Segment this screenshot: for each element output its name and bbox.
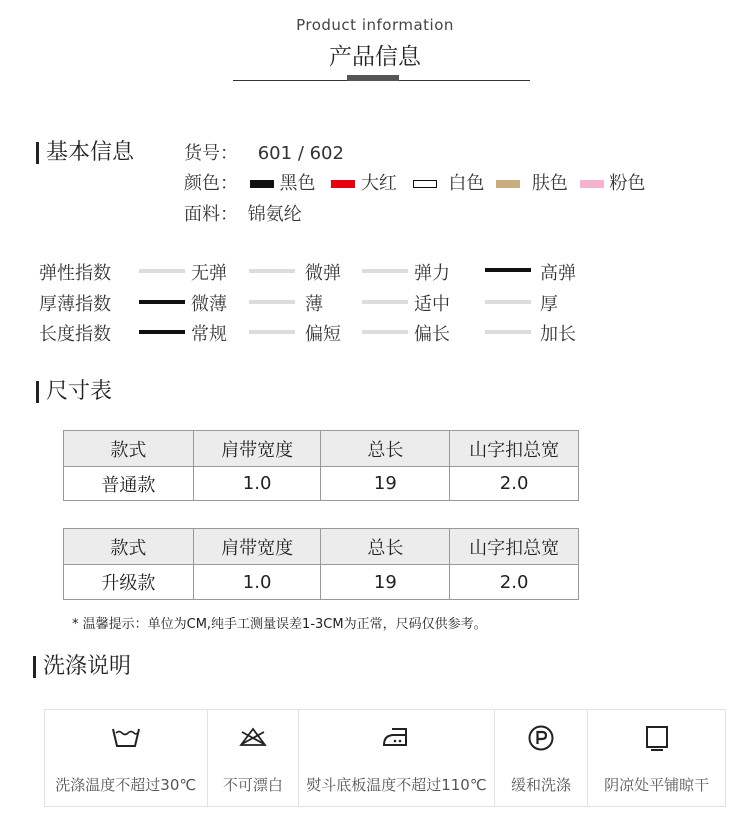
size-cell: 19 — [321, 467, 450, 501]
index-line — [362, 300, 408, 304]
index-line — [362, 269, 408, 273]
index-line-selected — [139, 330, 185, 334]
index-label: 厚薄指数 — [39, 294, 111, 315]
index-option: 常规 — [191, 324, 227, 345]
size-header-cell: 山字扣总宽 — [450, 431, 579, 467]
wash-label: 不可漂白 — [222, 776, 283, 794]
wash-tub-icon — [110, 724, 142, 750]
index-line — [362, 330, 408, 334]
size-header-cell: 款式 — [64, 529, 194, 565]
size-header-cell: 总长 — [321, 431, 450, 467]
fabric-value: 锦氨纶 — [247, 204, 302, 225]
fabric-row — [184, 203, 302, 227]
section-marker — [33, 656, 36, 678]
index-line-selected — [485, 268, 531, 272]
basic-section-title: 基本信息 — [46, 140, 135, 165]
size-cell: 2.0 — [450, 565, 579, 600]
index-option: 加长 — [540, 324, 576, 345]
index-line — [249, 330, 295, 334]
size-section-title: 尺寸表 — [46, 379, 113, 404]
size-header-cell: 肩带宽度 — [193, 431, 321, 467]
wash-label: 熨斗底板温度不超过110℃ — [306, 776, 487, 794]
color-swatch-pink — [580, 180, 604, 188]
table-row — [64, 565, 579, 600]
color-name: 粉色 — [609, 173, 646, 194]
section-marker — [36, 381, 39, 403]
index-line — [485, 330, 531, 334]
header-accent-bar — [347, 75, 399, 81]
wash-item — [588, 710, 725, 806]
size-cell: 1.0 — [193, 467, 321, 501]
size-header-cell: 总长 — [321, 529, 450, 565]
size-header-cell: 肩带宽度 — [193, 529, 321, 565]
sku-value: 601 / 602 — [257, 143, 344, 164]
index-label: 长度指数 — [39, 324, 111, 345]
table-row — [64, 467, 579, 501]
wash-instructions — [44, 709, 726, 807]
no-bleach-icon — [237, 724, 269, 750]
wash-item — [45, 710, 208, 806]
wash-label: 阴凉处平铺晾干 — [604, 776, 710, 794]
wash-item — [495, 710, 589, 806]
size-tip: * 温馨提示：单位为CM,纯手工测量误差1-3CM为正常，尺码仅供参考。 — [72, 617, 487, 632]
wash-item — [299, 710, 494, 806]
wash-item — [208, 710, 300, 806]
index-option: 微弹 — [305, 263, 341, 284]
index-line-selected — [139, 300, 185, 304]
header-en-title: Product information — [296, 16, 454, 34]
color-swatch-red — [331, 180, 355, 188]
index-option: 偏长 — [414, 324, 450, 345]
size-cell: 升级款 — [64, 565, 194, 600]
index-option: 高弹 — [540, 263, 576, 284]
index-option: 适中 — [414, 294, 450, 315]
color-name: 白色 — [448, 173, 485, 194]
size-cell: 2.0 — [450, 467, 579, 501]
sku-label: 货号： — [184, 143, 238, 164]
size-header-cell: 款式 — [64, 431, 194, 467]
index-line — [139, 269, 185, 273]
size-table-2 — [63, 528, 579, 600]
index-line — [249, 300, 295, 304]
index-option: 微薄 — [191, 294, 227, 315]
size-header-cell: 山字扣总宽 — [450, 529, 579, 565]
size-cell: 19 — [321, 565, 450, 600]
index-line — [485, 300, 531, 304]
wash-label: 洗涤温度不超过30℃ — [55, 776, 197, 794]
size-cell: 普通款 — [64, 467, 194, 501]
color-row — [184, 172, 645, 196]
color-swatch-black — [250, 180, 274, 188]
color-name: 大红 — [360, 173, 397, 194]
index-option: 厚 — [540, 294, 558, 315]
wash-section-title: 洗涤说明 — [43, 654, 132, 679]
color-label: 颜色： — [184, 173, 238, 194]
color-name: 黑色 — [279, 173, 316, 194]
header-cn-title: 产品信息 — [329, 44, 421, 70]
section-marker — [36, 142, 39, 164]
color-swatch-skin — [496, 180, 520, 188]
size-cell: 1.0 — [193, 565, 321, 600]
color-swatch-white — [413, 180, 437, 188]
index-option: 无弹 — [191, 263, 227, 284]
fabric-label: 面料： — [184, 204, 238, 225]
size-table-1 — [63, 430, 579, 501]
color-name: 肤色 — [531, 173, 568, 194]
index-line — [249, 269, 295, 273]
index-option: 薄 — [305, 294, 323, 315]
dry-flat-icon — [641, 724, 673, 752]
index-label: 弹性指数 — [39, 263, 111, 284]
dry-clean-p-icon — [525, 724, 557, 752]
wash-label: 缓和洗涤 — [511, 776, 572, 794]
index-option: 弹力 — [414, 263, 450, 284]
iron-icon — [380, 724, 412, 750]
sku-row — [184, 142, 344, 166]
index-option: 偏短 — [305, 324, 341, 345]
